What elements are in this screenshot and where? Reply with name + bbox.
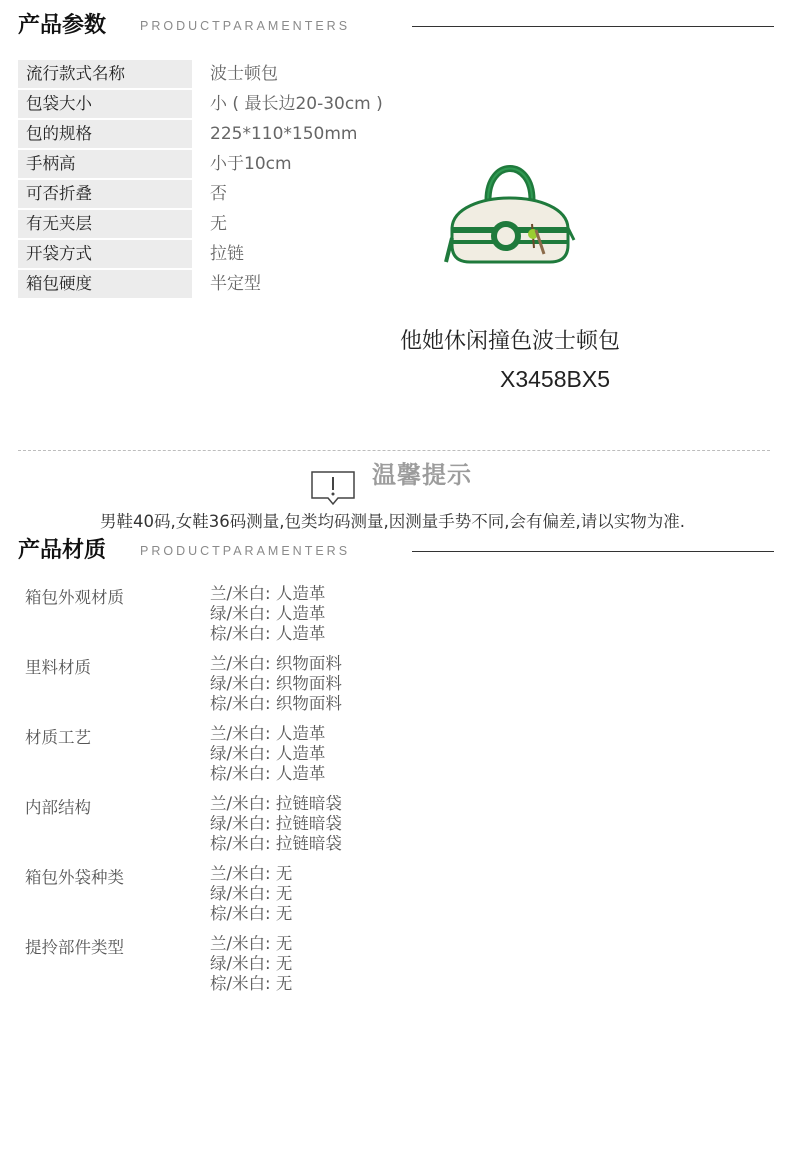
param-value: 半定型	[210, 274, 261, 294]
param-label: 箱包硬度	[18, 270, 192, 298]
material-values	[210, 864, 292, 924]
param-value: 小 ( 最长边20-30cm )	[210, 94, 383, 114]
material-value: 兰/米白: 织物面料	[210, 654, 342, 673]
material-value: 棕/米白: 人造革	[210, 624, 326, 643]
param-row	[18, 150, 418, 178]
param-row	[18, 180, 418, 208]
material-label: 材质工艺	[25, 728, 91, 747]
material-value: 绿/米白: 人造革	[210, 604, 326, 623]
material-value: 棕/米白: 无	[210, 904, 293, 923]
section-divider-line	[412, 551, 774, 552]
param-label: 包袋大小	[18, 90, 192, 118]
param-value: 波士顿包	[210, 64, 278, 84]
param-row	[18, 210, 418, 238]
material-values	[210, 654, 342, 714]
material-value: 绿/米白: 拉链暗袋	[210, 814, 342, 833]
material-value: 棕/米白: 人造革	[210, 764, 326, 783]
material-value: 棕/米白: 织物面料	[210, 694, 342, 713]
param-value: 拉链	[210, 244, 244, 264]
params-section-subtitle: PRODUCTPARAMENTERS	[140, 19, 351, 33]
param-row	[18, 90, 418, 118]
param-row	[18, 240, 418, 268]
param-label: 开袋方式	[18, 240, 192, 268]
material-value: 绿/米白: 无	[210, 884, 293, 903]
param-label: 手柄高	[18, 150, 192, 178]
param-label: 流行款式名称	[18, 60, 192, 88]
material-value: 兰/米白: 无	[210, 934, 293, 953]
dashed-divider	[18, 450, 770, 451]
material-value: 棕/米白: 无	[210, 974, 293, 993]
param-label: 可否折叠	[18, 180, 192, 208]
param-label: 包的规格	[18, 120, 192, 148]
materials-section-header	[18, 534, 774, 568]
material-value: 兰/米白: 人造革	[210, 584, 326, 603]
material-value: 兰/米白: 拉链暗袋	[210, 794, 342, 813]
param-row	[18, 270, 418, 298]
material-values	[210, 584, 325, 644]
material-value: 兰/米白: 人造革	[210, 724, 326, 743]
material-label: 里料材质	[25, 658, 91, 677]
material-values	[210, 794, 342, 854]
material-value: 绿/米白: 织物面料	[210, 674, 342, 693]
product-name: 他她休闲撞色波士顿包	[400, 329, 621, 354]
material-value: 棕/米白: 拉链暗袋	[210, 834, 342, 853]
param-value: 否	[210, 184, 227, 204]
material-label: 箱包外袋种类	[25, 868, 124, 887]
param-value: 无	[210, 214, 227, 234]
product-bag-image	[440, 150, 580, 275]
material-label: 内部结构	[25, 798, 91, 817]
param-value: 225*110*150mm	[210, 124, 358, 144]
materials-section-subtitle: PRODUCTPARAMENTERS	[140, 544, 351, 558]
params-section-header	[18, 9, 774, 43]
material-value: 绿/米白: 人造革	[210, 744, 326, 763]
material-value: 绿/米白: 无	[210, 954, 293, 973]
material-label: 箱包外观材质	[25, 588, 124, 607]
tip-text: 男鞋40码,女鞋36码测量,包类均码测量,因测量手势不同,会有偏差,请以实物为准.	[100, 512, 685, 531]
param-value: 小于10cm	[210, 154, 292, 174]
section-divider-line	[412, 26, 774, 27]
material-values	[210, 724, 325, 784]
params-section-title: 产品参数	[18, 13, 107, 38]
material-value: 兰/米白: 无	[210, 864, 293, 883]
notice-icon	[310, 470, 356, 506]
param-row	[18, 120, 418, 148]
materials-section-title: 产品材质	[18, 538, 107, 563]
tip-title: 温馨提示	[372, 461, 472, 489]
material-label: 提拎部件类型	[25, 938, 124, 957]
material-values	[210, 934, 292, 994]
param-label: 有无夹层	[18, 210, 192, 238]
product-code: X3458BX5	[500, 366, 610, 392]
param-row	[18, 60, 418, 88]
